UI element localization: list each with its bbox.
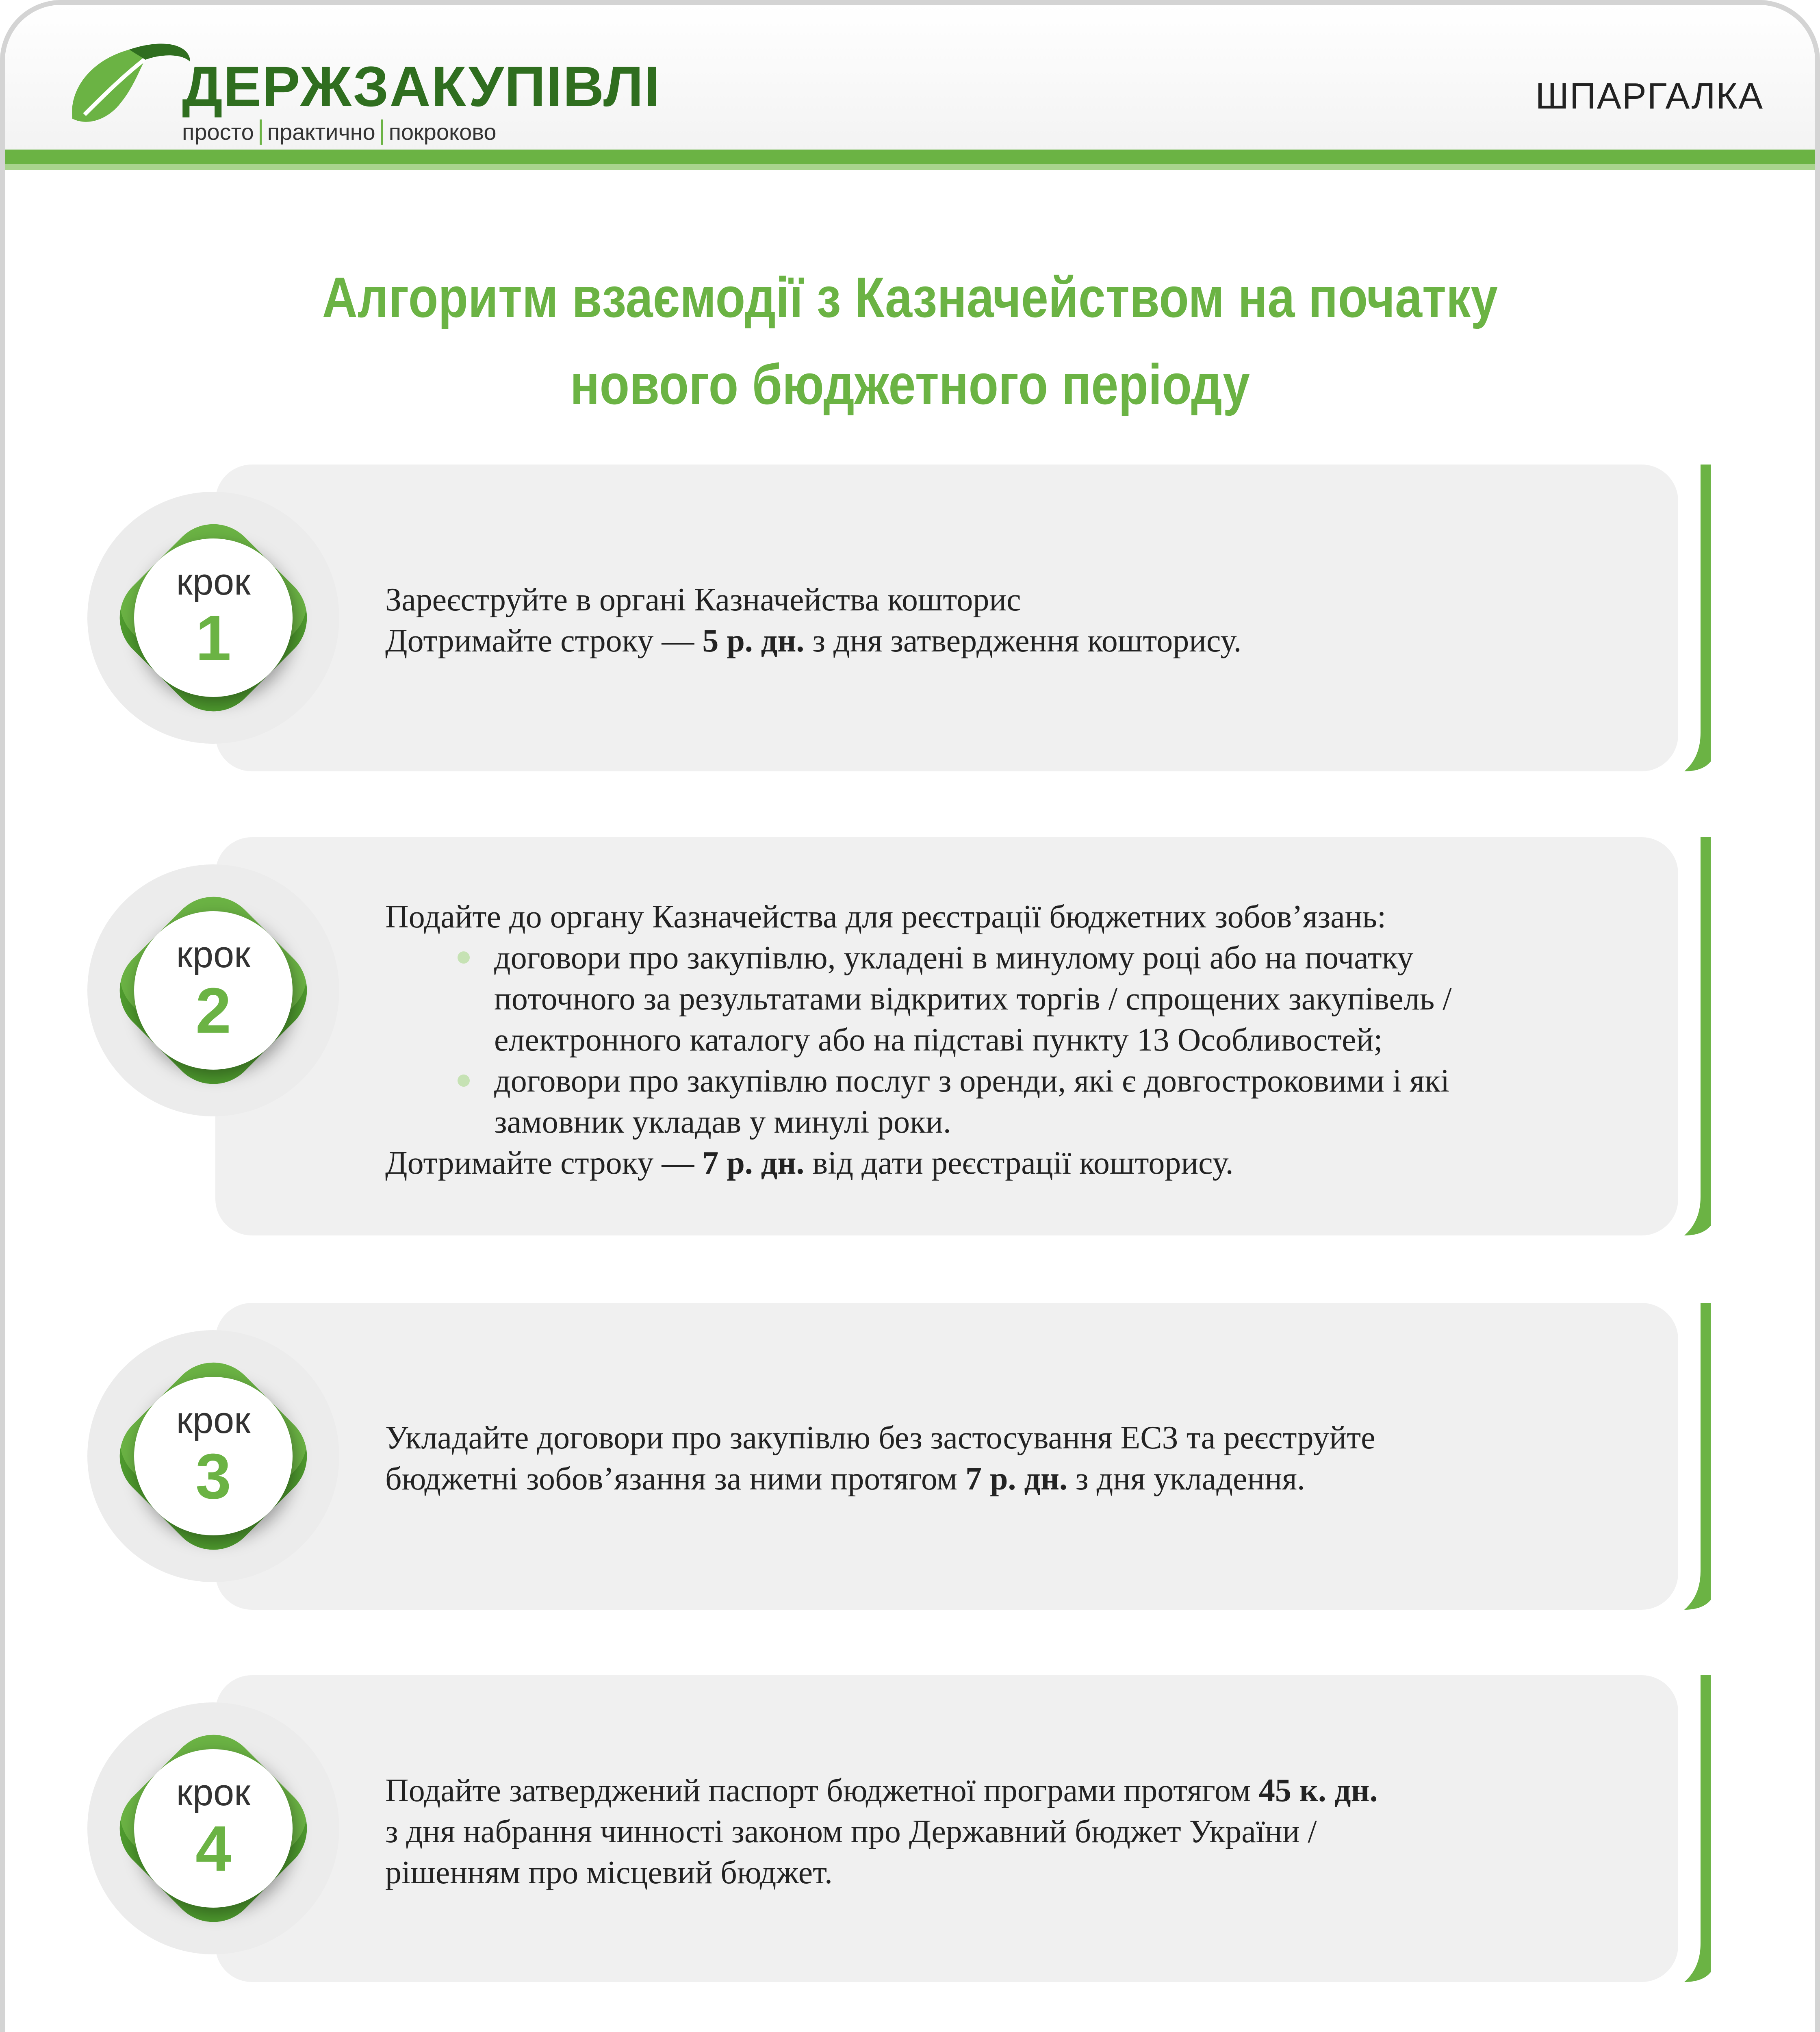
step-number: 2 bbox=[195, 975, 231, 1046]
step-text-3 bbox=[385, 1418, 1653, 1500]
step-number: 1 bbox=[195, 602, 231, 674]
bullet-list bbox=[385, 938, 1653, 1143]
title-line: нового бюджетного періоду bbox=[570, 352, 1250, 416]
logo-name: ДЕРЖЗАКУПІВЛІ bbox=[182, 54, 661, 118]
step-word: крок bbox=[176, 561, 251, 603]
title-line: Алгоритм взаємодії з Казначейством на початку bbox=[322, 265, 1498, 329]
tagline-word: просто bbox=[182, 119, 254, 145]
step-number: 4 bbox=[195, 1813, 231, 1884]
step-line: Подайте до органу Казначейства для реєстрації бюджетних зобов’язань: bbox=[385, 899, 1386, 935]
page-title bbox=[232, 254, 1588, 428]
card-accent-edge bbox=[1658, 1303, 1711, 1610]
text-run: з дня затвердження кошторису. bbox=[804, 623, 1242, 659]
logo bbox=[60, 37, 661, 145]
deadline-bold: 7 р. дн. bbox=[702, 1145, 805, 1181]
deadline-bold: 5 р. дн. bbox=[702, 623, 805, 659]
step-line bbox=[385, 1770, 1653, 1811]
step-line: з дня набрання чинності законом про Державний бюджет України / bbox=[385, 1814, 1317, 1850]
step-text-1 bbox=[385, 580, 1653, 662]
deadline-bold: 7 р. дн. bbox=[965, 1461, 1068, 1497]
step-badge-4 bbox=[87, 1702, 339, 1954]
card-accent-edge bbox=[1658, 837, 1711, 1235]
step-number: 3 bbox=[195, 1441, 231, 1512]
tagline-separator bbox=[381, 119, 383, 145]
step-word: крок bbox=[176, 1772, 251, 1813]
text-run: з дня укладення. bbox=[1067, 1461, 1305, 1497]
step-line: договори про закупівлю послуг з оренди, які є довгостроковими і які bbox=[494, 1063, 1450, 1099]
step-line: Укладайте договори про закупівлю без застосування ЕСЗ та реєструйте bbox=[385, 1420, 1375, 1456]
header-divider bbox=[5, 150, 1815, 164]
step-text-2 bbox=[385, 897, 1653, 1184]
list-item bbox=[385, 1061, 1653, 1143]
tagline-word: практично bbox=[267, 119, 375, 145]
logo-tagline bbox=[182, 119, 497, 145]
step-text-4 bbox=[385, 1770, 1653, 1893]
step-word: крок bbox=[176, 934, 251, 975]
text-run: від дати реєстрації кошторису. bbox=[804, 1145, 1234, 1181]
step-line: замовник укладав у минулі роки. bbox=[494, 1104, 951, 1140]
step-word: крок bbox=[176, 1400, 251, 1441]
document-type-label: ШПАРГАЛКА bbox=[1535, 76, 1764, 117]
step-badge-2 bbox=[87, 864, 339, 1116]
step-line: договори про закупівлю, укладені в минулому році або на початку bbox=[494, 940, 1414, 976]
step-line bbox=[385, 1459, 1653, 1500]
step-line: рішенням про місцевий бюджет. bbox=[385, 1855, 833, 1891]
text-run: Дотримайте строку — bbox=[385, 623, 703, 659]
step-line: електронного каталогу або на підставі пункту 13 Особливостей; bbox=[494, 1022, 1383, 1058]
leaf-logo-icon bbox=[60, 37, 194, 135]
tagline-separator bbox=[260, 119, 262, 145]
step-badge-1 bbox=[87, 492, 339, 744]
text-run: Подайте затверджений паспорт бюджетної програми протягом bbox=[385, 1773, 1259, 1808]
step-line: Зареєструйте в органі Казначейства кошторис bbox=[385, 582, 1021, 618]
step-line bbox=[385, 621, 1653, 662]
deadline-bold: 45 к. дн. bbox=[1258, 1773, 1378, 1808]
card-accent-edge bbox=[1658, 465, 1711, 771]
step-badge-3 bbox=[87, 1330, 339, 1582]
card-accent-edge bbox=[1658, 1675, 1711, 1982]
list-item bbox=[385, 938, 1653, 1061]
step-line bbox=[385, 1143, 1653, 1184]
step-line: поточного за результатами відкритих торгів / спрощених закупівель / bbox=[494, 981, 1452, 1017]
tagline-word: покроково bbox=[388, 119, 497, 145]
text-run: Дотримайте строку — bbox=[385, 1145, 703, 1181]
text-run: бюджетні зобов’язання за ними протягом bbox=[385, 1461, 965, 1497]
